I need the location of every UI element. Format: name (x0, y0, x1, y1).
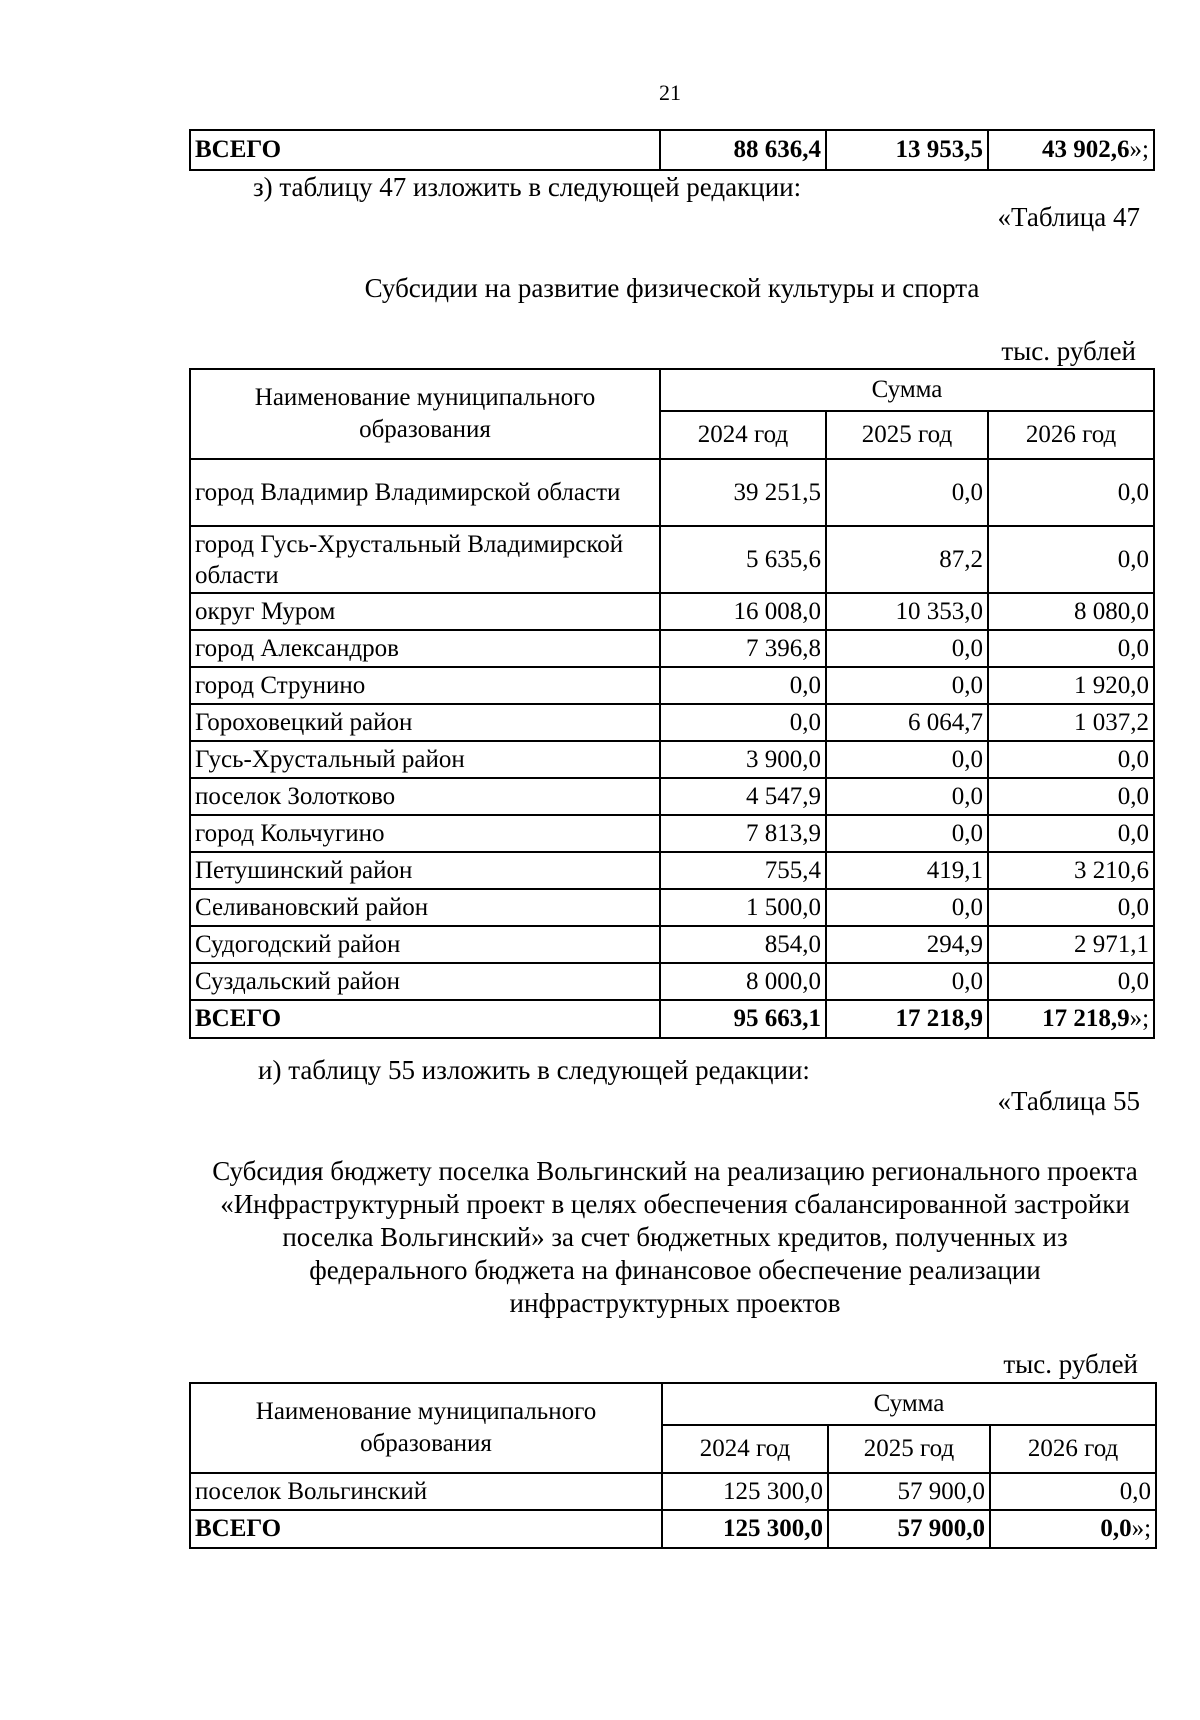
clause-i: и) таблицу 55 изложить в следующей редакции: (258, 1055, 810, 1085)
total-2025: 13 953,5 (826, 130, 988, 170)
header-2024: 2024 год (662, 1425, 828, 1473)
row-name: город Гусь-Хрустальный Владимирской области (190, 526, 660, 593)
row-2026: 0,0 (988, 963, 1154, 1000)
row-name: округ Муром (190, 593, 660, 630)
row-2024: 7 396,8 (660, 630, 826, 667)
table-row (190, 741, 1154, 778)
table55 (189, 1382, 1157, 1549)
table-row (190, 526, 1154, 593)
row-2026: 1 920,0 (988, 667, 1154, 704)
row-2026: 0,0 (988, 815, 1154, 852)
row-name: город Струнино (190, 667, 660, 704)
table-row (190, 630, 1154, 667)
row-2026: 0,0 (988, 741, 1154, 778)
header-name: Наименование муниципального образования (190, 1383, 662, 1473)
table55-units: тыс. рублей (1003, 1349, 1138, 1379)
row-2025: 10 353,0 (826, 593, 988, 630)
row-2026: 3 210,6 (988, 852, 1154, 889)
table-row (190, 704, 1154, 741)
total-2024: 95 663,1 (660, 1000, 826, 1038)
row-2024: 7 813,9 (660, 815, 826, 852)
row-2024: 4 547,9 (660, 778, 826, 815)
total-row (190, 130, 1154, 170)
table-row (190, 889, 1154, 926)
total-2024: 88 636,4 (660, 130, 826, 170)
table-row (190, 459, 1154, 526)
table47-title: Субсидии на развитие физической культуры и спорта (364, 273, 980, 303)
row-2025: 6 064,7 (826, 704, 988, 741)
row-2024: 8 000,0 (660, 963, 826, 1000)
row-2024: 16 008,0 (660, 593, 826, 630)
table47 (189, 368, 1155, 1039)
header-2026: 2026 год (988, 411, 1154, 459)
row-name: Гусь-Хрустальный район (190, 741, 660, 778)
row-2026: 1 037,2 (988, 704, 1154, 741)
row-2025: 0,0 (826, 667, 988, 704)
page-number: 21 (659, 80, 681, 105)
table-row (190, 852, 1154, 889)
table-row (190, 926, 1154, 963)
row-2024: 0,0 (660, 667, 826, 704)
row-name: поселок Золотково (190, 778, 660, 815)
row-2025: 419,1 (826, 852, 988, 889)
row-2025: 87,2 (826, 526, 988, 593)
row-2024: 5 635,6 (660, 526, 826, 593)
clause-z: з) таблицу 47 изложить в следующей редакции: (253, 172, 802, 202)
header-sum: Сумма (660, 369, 1154, 411)
row-2025: 0,0 (826, 815, 988, 852)
row-2024: 0,0 (660, 704, 826, 741)
table-row (190, 1473, 1156, 1510)
table47-units: тыс. рублей (1001, 336, 1136, 366)
total-2025: 57 900,0 (828, 1510, 990, 1548)
row-2026: 0,0 (990, 1473, 1156, 1510)
row-2025: 294,9 (826, 926, 988, 963)
row-2025: 0,0 (826, 778, 988, 815)
total-row (190, 1000, 1154, 1038)
row-name: Селивановский район (190, 889, 660, 926)
row-2025: 0,0 (826, 741, 988, 778)
total-row (190, 1510, 1156, 1548)
header-sum: Сумма (662, 1383, 1156, 1425)
table47-caption: «Таблица 47 (997, 202, 1140, 232)
row-2024: 854,0 (660, 926, 826, 963)
row-2026: 2 971,1 (988, 926, 1154, 963)
row-2024: 755,4 (660, 852, 826, 889)
row-2026: 0,0 (988, 459, 1154, 526)
row-2025: 0,0 (826, 963, 988, 1000)
row-2024: 39 251,5 (660, 459, 826, 526)
total-2024: 125 300,0 (662, 1510, 828, 1548)
total-label: ВСЕГО (190, 1000, 660, 1038)
total-2026: 43 902,6»; (988, 130, 1154, 170)
table-row (190, 778, 1154, 815)
table55-title: Субсидия бюджету поселка Вольгинский на реализацию регионального проекта «Инфраструктурный проект в целях обеспечения сбалансированной застройки поселка Вольгинский» за счет бюджетных кредитов, полученных из федерального бюджета на финансовое обеспечение реализации инфраструктурных проектов (212, 1156, 1138, 1318)
row-2026: 8 080,0 (988, 593, 1154, 630)
row-name: город Владимир Владимирской области (190, 459, 660, 526)
header-2025: 2025 год (826, 411, 988, 459)
total-label: ВСЕГО (190, 1510, 662, 1548)
row-2025: 57 900,0 (828, 1473, 990, 1510)
row-2024: 1 500,0 (660, 889, 826, 926)
row-2024: 3 900,0 (660, 741, 826, 778)
table-row (190, 815, 1154, 852)
row-name: поселок Вольгинский (190, 1473, 662, 1510)
row-name: город Кольчугино (190, 815, 660, 852)
header-name: Наименование муниципального образования (190, 369, 660, 459)
row-2025: 0,0 (826, 459, 988, 526)
row-name: Суздальский район (190, 963, 660, 1000)
row-2025: 0,0 (826, 630, 988, 667)
row-2026: 0,0 (988, 526, 1154, 593)
table-row (190, 593, 1154, 630)
row-2025: 0,0 (826, 889, 988, 926)
row-name: город Александров (190, 630, 660, 667)
prev-table-total (189, 129, 1155, 171)
table-row (190, 667, 1154, 704)
row-2026: 0,0 (988, 630, 1154, 667)
row-2024: 125 300,0 (662, 1473, 828, 1510)
table-row (190, 963, 1154, 1000)
row-2026: 0,0 (988, 778, 1154, 815)
total-label: ВСЕГО (190, 130, 660, 170)
table55-caption: «Таблица 55 (997, 1086, 1140, 1116)
row-2026: 0,0 (988, 889, 1154, 926)
header-2024: 2024 год (660, 411, 826, 459)
total-2026: 0,0»; (990, 1510, 1156, 1548)
header-2026: 2026 год (990, 1425, 1156, 1473)
header-2025: 2025 год (828, 1425, 990, 1473)
row-name: Петушинский район (190, 852, 660, 889)
row-name: Гороховецкий район (190, 704, 660, 741)
total-2025: 17 218,9 (826, 1000, 988, 1038)
row-name: Судогодский район (190, 926, 660, 963)
total-2026: 17 218,9»; (988, 1000, 1154, 1038)
